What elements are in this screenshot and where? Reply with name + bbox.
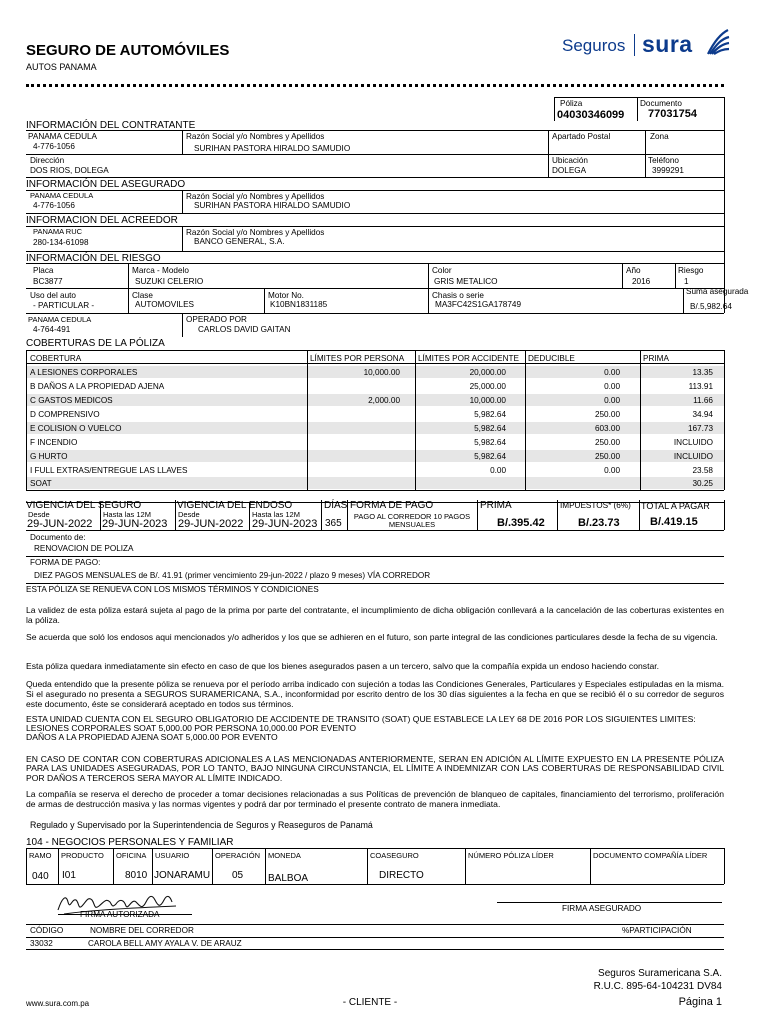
negocios-header-operacion: OPERACIÓN (215, 851, 261, 860)
negocios-header-ramo: RAMO (29, 851, 52, 860)
asegurado-name-value: SURIHAN PASTORA HIRALDO SAMUDIO (194, 201, 351, 210)
negocios-value-producto: I01 (62, 870, 76, 881)
suma-label: Suma asegurada (686, 287, 749, 296)
coverage-persona-cell: 2,000.00 (368, 396, 400, 405)
negocios-header-documento-lider: DOCUMENTO COMPAÑÍA LÍDER (593, 851, 708, 860)
negocios-value-oficina: 8010 (125, 870, 148, 881)
renueva-note: ESTA PÓLIZA SE RENUEVA CON LOS MISMOS TÉRMINOS Y CONDICIONES (26, 585, 319, 594)
sura-wing-icon (706, 28, 730, 56)
riesgo-value: 1 (684, 277, 689, 286)
clause-soat: ESTA UNIDAD CUENTA CON EL SEGURO OBLIGATORIO DE ACCIDENTE DE TRANSITO (SOAT) QUE ESTABLECE LA LEY 68 DE 2016 POR LOS SIGUIENTES LIMITES: (26, 714, 696, 724)
coverage-name-cell: A LESIONES CORPORALES (30, 368, 138, 377)
sura-logo (562, 28, 732, 64)
operador-cedula-label: PANAMA CEDULA (28, 315, 92, 324)
vigencia-endoso-label: VIGENCIA DEL ENDOSO (177, 500, 293, 511)
endoso-desde-value: 29-JUN-2022 (178, 518, 244, 530)
acreedor-section-title: INFORMACION DEL ACREEDOR (26, 215, 178, 226)
firma-asegurado-label: FIRMA ASEGURADO (562, 904, 642, 913)
logo-word-sura: sura (642, 31, 693, 57)
prima-total-value: B/.395.42 (497, 517, 545, 529)
coverage-accidente-cell: 5,982.64 (474, 410, 506, 419)
coverage-deducible-cell: 250.00 (594, 452, 620, 461)
clause-soat-danos: DAÑOS A LA PROPIEDAD AJENA SOAT 5,000.00 POR EVENTO (26, 732, 278, 742)
uso-label: Uso del auto (30, 291, 76, 300)
footer-website: www.sura.com.pa (26, 999, 90, 1008)
acreedor-name-label: Razón Social y/o Nombres y Apellidos (186, 228, 325, 237)
coverage-name-cell: I FULL EXTRAS/ENTREGUE LAS LLAVES (30, 466, 188, 475)
coberturas-header-persona: LÍMITES POR PERSONA (310, 354, 405, 363)
clause-endosos: Se acuerda que soló los endosos aqui mencionados y/o adheridos y los que se adhieren en el futuro, son parte integral de las condiciones particulares desde la fecha de su vigencia. (26, 632, 718, 642)
direccion-value: DOS RIOS, DOLEGA (30, 166, 109, 175)
document-title: SEGURO DE AUTOMÓVILES (26, 42, 230, 59)
negocios-column-line (590, 848, 591, 884)
documento-label: Documento (640, 99, 682, 108)
coberturas-header-accidente: LÍMITES POR ACCIDENTE (418, 354, 519, 363)
direccion-label: Dirección (30, 156, 65, 165)
footer-cliente: - CLIENTE - (342, 997, 398, 1008)
coverage-deducible-cell: 0.00 (604, 466, 620, 475)
negocios-header-coaseguro: COASEGURO (370, 851, 419, 860)
uso-value: - PARTICULAR - (33, 301, 95, 310)
impuestos-label: IMPUESTOS* (6%) (560, 501, 631, 510)
coverage-accidente-cell: 5,982.64 (474, 438, 506, 447)
coverage-prima-cell: 11.66 (693, 396, 713, 405)
corredor-participacion-label: %PARTICIPACIÓN (622, 926, 692, 935)
contratante-name-label: Razón Social y/o Nombres y Apellidos (186, 132, 325, 141)
coverage-deducible-cell: 0.00 (604, 382, 620, 391)
coverage-prima-cell: 23.58 (692, 466, 713, 475)
forma-pago-detail-label: FORMA DE PAGO: (30, 558, 101, 567)
logo-divider (634, 34, 635, 56)
documento-de-value: RENOVACION DE POLIZA (34, 544, 134, 553)
coverage-name-cell: B DAÑOS A LA PROPIEDAD AJENA (30, 382, 165, 391)
coverage-prima-cell: 30.25 (692, 479, 713, 488)
riesgo-label: Riesgo (678, 266, 704, 275)
negocios-column-line (212, 848, 213, 884)
footer-company: Seguros Suramericana S.A. (598, 968, 722, 979)
clause-coberturas-adicionales: EN CASO DE CONTAR CON COBERTURAS ADICIONALES A LAS MENCIONADAS ANTERIORMENTE, SERAN EN ADICIÓN AL LÍMITE EXPUESTO EN LA PRESENTE PÓLIZA PARA LAS UNIDADES ASEGURADAS, POR LO TANTO, BAJO NINGUNA CIRCUNSTANCIA, EL LÍMITE A INDEMNIZAR CON LAS COBERTURAS DE RESPONSABILIDAD CIVIL POR DAÑOS A TERCEROS SERA MAYOR AL LÍMITE INDICADO. (26, 754, 724, 783)
coverage-prima-cell: 34.94 (692, 410, 713, 419)
coverage-name-cell: G HURTO (30, 452, 68, 461)
color-label: Color (432, 266, 452, 275)
contratante-id-value: 4-776-1056 (33, 142, 75, 151)
contratante-id-label: PANAMA CEDULA (28, 132, 98, 141)
asegurado-id-value: 4-776-1056 (33, 201, 75, 210)
chasis-value: MA3FC42S1GA178749 (435, 300, 522, 309)
coverage-prima-cell: 113.91 (688, 382, 713, 391)
coverage-name-cell: D COMPRENSIVO (30, 410, 100, 419)
documento-de-label: Documento de: (30, 533, 86, 542)
placa-label: Placa (33, 266, 54, 275)
coverage-prima-cell: 13.35 (692, 368, 713, 377)
dias-label: DÍAS (324, 500, 348, 511)
negocios-title: 104 - NEGOCIOS PERSONALES Y FAMILIAR (26, 837, 234, 848)
marca-value: SUZUKI CELERIO (135, 277, 204, 286)
coverage-column-line (640, 363, 641, 490)
acreedor-id-label: PANAMA RUC (33, 227, 83, 236)
coverage-name-cell: F INCENDIO (30, 438, 78, 447)
dias-value: 365 (325, 518, 342, 529)
negocios-column-line (724, 848, 725, 884)
forma-pago-detail-value: DIEZ PAGOS MENSUALES de B/. 41.91 (primer vencimiento 29-jun-2022 / plazo 9 meses) VÍA CORREDOR (34, 571, 431, 580)
negocios-column-line (58, 848, 59, 884)
color-value: GRIS METALICO (434, 277, 498, 286)
acreedor-name-value: BANCO GENERAL, S.A. (194, 237, 285, 246)
suma-value: B/.5,982.64 (690, 302, 732, 311)
coverage-prima-cell: INCLUIDO (673, 438, 713, 447)
seguro-hasta-label: Hasta las 12M (103, 510, 151, 519)
total-pagar-label: TOTAL A PAGAR (641, 501, 710, 511)
negocios-header-moneda: MONEDA (268, 851, 301, 860)
telefono-value: 3999291 (652, 166, 684, 175)
seguro-desde-label: Desde (28, 510, 50, 519)
anio-value: 2016 (632, 277, 651, 286)
coverage-column-line (724, 363, 725, 490)
impuestos-value: B/.23.73 (578, 517, 620, 529)
coverage-deducible-cell: 603.00 (594, 424, 620, 433)
coverage-name-cell: C GASTOS MEDICOS (30, 396, 113, 405)
seguro-hasta-value: 29-JUN-2023 (102, 518, 168, 530)
coverage-name-cell: E COLISION O VUELCO (30, 424, 122, 433)
footer-ruc: R.U.C. 895-64-104231 DV84 (593, 981, 722, 992)
footer-page-number: Página 1 (678, 996, 722, 1008)
poliza-label: Póliza (560, 99, 583, 108)
clause-validez: La validez de esta póliza estará sujeta al pago de la prima por parte del contratante, el incumplimiento de dicha obligación conllevará a la cancelación de las coberturas existentes en la póliza. (26, 605, 724, 625)
coverage-column-line (415, 363, 416, 490)
endoso-hasta-label: Hasta las 12M (252, 510, 300, 519)
coverage-persona-cell: 10,000.00 (363, 368, 400, 377)
asegurado-name-label: Razón Social y/o Nombres y Apellidos (186, 192, 325, 201)
contratante-name-value: SURIHAN PASTORA HIRALDO SAMUDIO (194, 144, 351, 153)
document-subtitle: AUTOS PANAMA (26, 62, 97, 72)
clause-sin-efecto: Esta póliza quedara inmediatamente sin efecto en caso de que los bienes asegurados pasen a un tercero, salvo que la compañía expida un endoso haciendo constar. (26, 661, 660, 671)
coverage-accidente-cell: 10,000.00 (469, 396, 506, 405)
zona-label: Zona (650, 132, 669, 141)
seguro-desde-value: 29-JUN-2022 (27, 518, 93, 530)
negocios-column-line (152, 848, 153, 884)
clause-blanqueo: La compañía se reserva el derecho de proceder a tomar decisiones relacionadas a sus Políticas de prevención de blanqueo de capitales, financiamiento del terrorismo, proliferación de armas de destrucción masiva y las normas vigentes y podrá dar por terminado el presente contrato de manera inmediata. (26, 789, 724, 809)
negocios-column-line (26, 848, 27, 884)
regulado-note: Regulado y Supervisado por la Superintendencia de Seguros y Reaseguros de Panamá (30, 820, 373, 830)
coverage-accidente-cell: 25,000.00 (469, 382, 506, 391)
negocios-value-usuario: JONARAMU (154, 870, 211, 881)
clause-soat-lesiones: LESIONES CORPORALES SOAT 5,000.00 POR PERSONA 10,000.00 POR EVENTO (26, 723, 357, 733)
coberturas-header-cobertura: COBERTURA (30, 354, 82, 363)
forma-pago-value: PAGO AL CORREDOR 10 PAGOS MENSUALES (353, 512, 471, 529)
apartado-label: Apartado Postal (552, 132, 611, 141)
documento-number: 77031754 (648, 108, 697, 120)
header-dotted-divider (26, 84, 724, 87)
coverage-column-line (26, 363, 27, 490)
coberturas-header-deducible: DEDUCIBLE (528, 354, 575, 363)
motor-label: Motor No. (268, 291, 304, 300)
prima-total-label: PRIMA (480, 500, 512, 511)
negocios-column-line (465, 848, 466, 884)
coverage-deducible-cell: 250.00 (594, 438, 620, 447)
coverage-accidente-cell: 5,982.64 (474, 452, 506, 461)
riesgo-section-title: INFORMACIÓN DEL RIESGO (26, 253, 161, 264)
negocios-header-oficina: OFICINA (116, 851, 147, 860)
negocios-value-moneda: BALBOA (268, 873, 309, 884)
logo-word-seguros: Seguros (562, 36, 626, 55)
coverage-accidente-cell: 20,000.00 (469, 368, 506, 377)
corredor-nombre-value: CAROLA BELL AMY AYALA V. DE ARAUZ (88, 939, 242, 948)
coverage-deducible-cell: 0.00 (604, 396, 620, 405)
asegurado-section-title: INFORMACIÓN DEL ASEGURADO (26, 179, 186, 190)
coberturas-section-title: COBERTURAS DE LA PÓLIZA (26, 338, 165, 349)
vigencia-seguro-label: VIGENCIA DEL SEGURO (26, 500, 142, 511)
endoso-hasta-value: 29-JUN-2023 (252, 518, 318, 530)
coverage-deducible-cell: 0.00 (604, 368, 620, 377)
operado-por-value: CARLOS DAVID GAITAN (198, 325, 291, 334)
coverage-name-cell: SOAT (30, 479, 52, 488)
negocios-column-line (113, 848, 114, 884)
negocios-header-poliza-lider: NÚMERO PÓLIZA LÍDER (468, 851, 554, 860)
coverage-deducible-cell: 250.00 (594, 410, 620, 419)
coverage-prima-cell: 167.73 (687, 424, 713, 433)
chasis-label: Chasis o serie (432, 291, 484, 300)
negocios-value-ramo: 040 (32, 871, 49, 882)
operado-por-label: OPERADO POR (186, 315, 247, 324)
forma-pago-label: FORMA DE PAGO (350, 500, 434, 511)
negocios-value-operacion: 05 (232, 870, 244, 881)
clause-renovacion: Queda entendido que la presente póliza se renueva por el período arriba indicado con sujeción a todas las Condiciones Generales, Particulares y Especiales estipuladas en la misma. Si el asegurado no presenta a SEGUROS SURAMERICANA, S.A., inconformidad por escrito dentro de los 30 días siguientes a la fecha en que se recibió él o su corredor de seguros este documento, éste se considerará aceptado en todos sus términos. (26, 679, 724, 709)
negocios-column-line (265, 848, 266, 884)
acreedor-id-value: 280-134-61098 (33, 238, 89, 247)
negocios-value-coaseguro: DIRECTO (379, 870, 424, 881)
ubicacion-label: Ubicación (552, 156, 588, 165)
clase-label: Clase (132, 291, 153, 300)
negocios-column-line (367, 848, 368, 884)
coberturas-header-prima: PRIMA (643, 354, 669, 363)
clase-value: AUTOMOVILES (135, 300, 194, 309)
coverage-prima-cell: INCLUIDO (673, 452, 713, 461)
coverage-column-line (525, 363, 526, 490)
poliza-number: 04030346099 (557, 109, 625, 121)
endoso-desde-label: Desde (178, 510, 200, 519)
total-pagar-value: B/.419.15 (650, 516, 698, 528)
marca-label: Marca - Modelo (132, 266, 189, 275)
corredor-nombre-label: NOMBRE DEL CORREDOR (90, 926, 194, 935)
asegurado-id-label: PANAMA CEDULA (30, 191, 94, 200)
anio-label: Año (626, 266, 641, 275)
corredor-codigo-value: 33032 (30, 939, 53, 948)
coverage-accidente-cell: 0.00 (490, 466, 506, 475)
telefono-label: Teléfono (648, 156, 679, 165)
negocios-header-usuario: USUARIO (155, 851, 190, 860)
coverage-column-line (307, 363, 308, 490)
corredor-codigo-label: CÓDIGO (30, 926, 64, 935)
operador-cedula-value: 4-764-491 (33, 325, 71, 334)
negocios-header-producto: PRODUCTO (61, 851, 104, 860)
coverage-accidente-cell: 5,982.64 (474, 424, 506, 433)
contratante-section-title: INFORMACIÓN DEL CONTRATANTE (26, 120, 196, 131)
placa-value: BC3877 (33, 277, 63, 286)
motor-value: K10BN1831185 (270, 300, 328, 309)
firma-autorizada-label: FIRMA AUTORIZADA (80, 910, 160, 919)
ubicacion-value: DOLEGA (552, 166, 587, 175)
